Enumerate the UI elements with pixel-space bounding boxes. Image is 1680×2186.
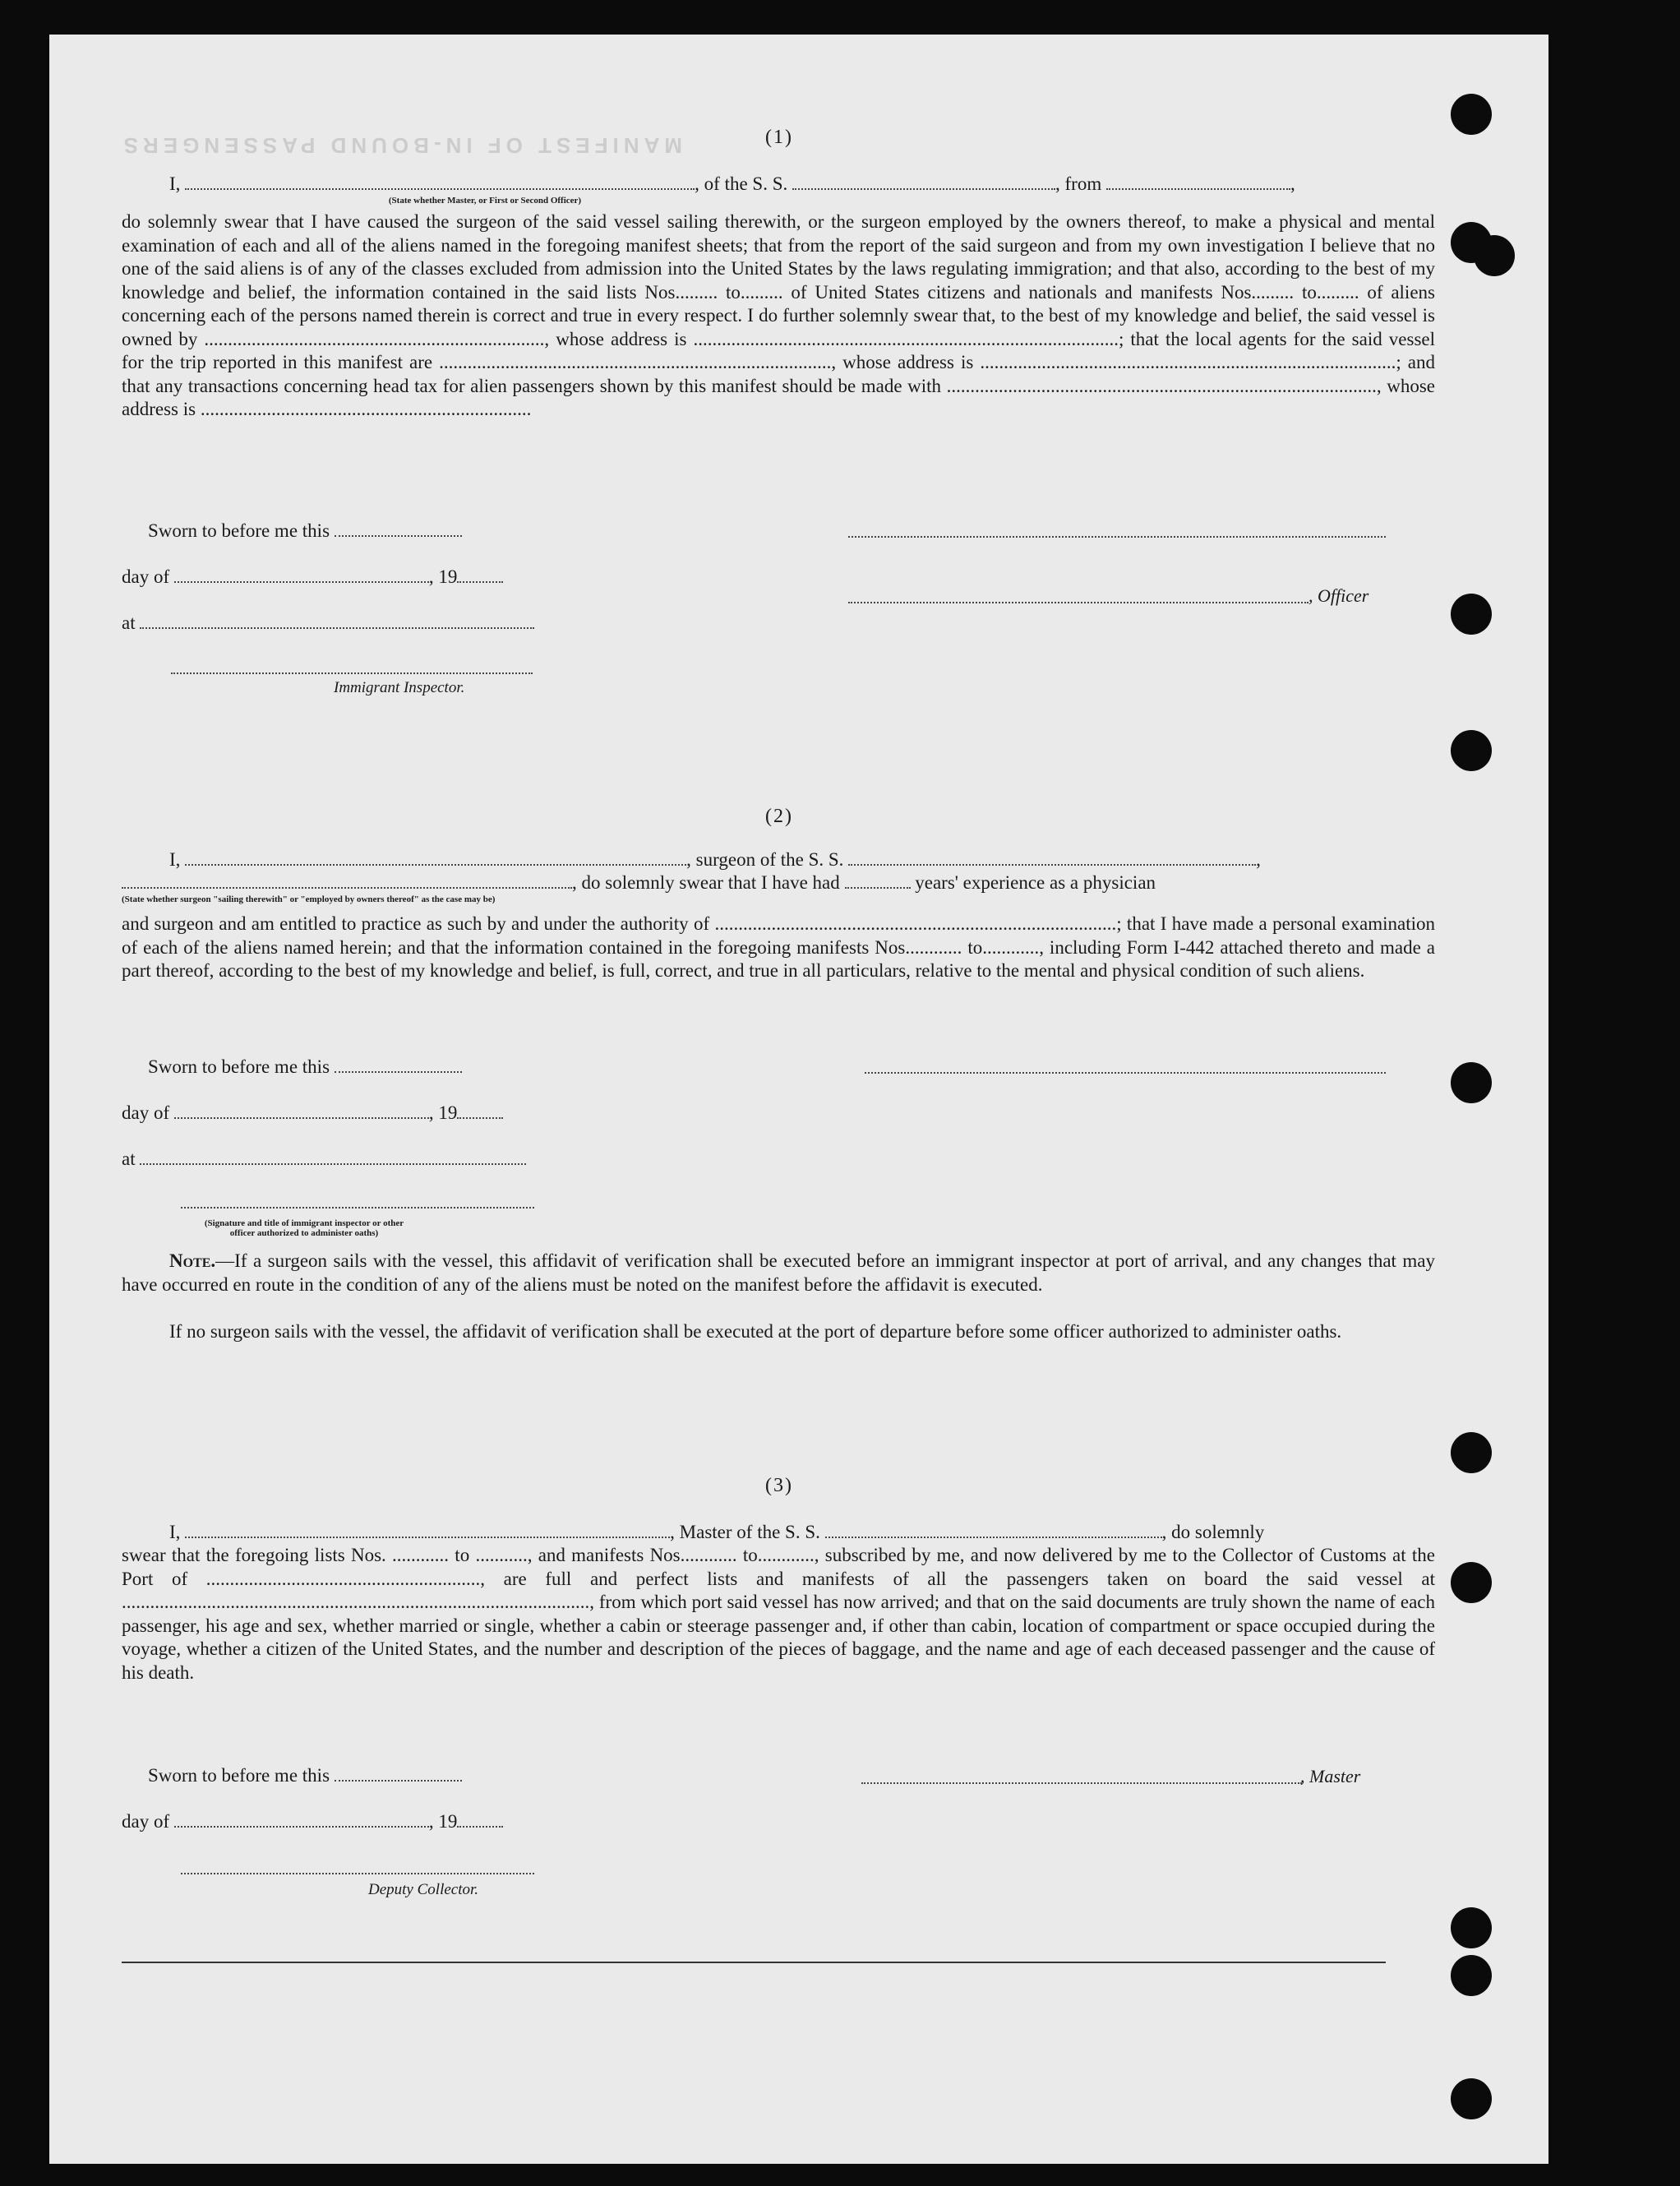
month-field[interactable]: [174, 1811, 429, 1828]
affidavit-body: do solemnly swear that I have caused the surgeon of the said vessel sailing therewith, or the surgeon employed by the owners thereof, to make a physical and mental examination of each and all of the aliens named in the foregoing manifest sheets; that from the report of the said surgeon and from my own investigation I believe that no one of the said aliens is of any of the classes excluded from admission into the United States by the laws regulating immigration; and that also, according to the best of my knowledge and belief, the information contained in the said lists Nos......... to......... of United States citizens and nationals and manifests Nos......... to......... of aliens concerning each of the persons named therein is correct and true in every respect. I do further solemnly swear that, to the best of my knowledge and belief, the said vessel is owned by ........................................................................, whose address is ..........................................................................................; that the local agents for the said vessel for the trip reported in this manifest are ..................................................................................., whose address is ........................................................................................; and that any transactions concerning head tax for alien passengers shown by this manifest should be made with ..........................................................................................., whose address is ......................................................................: [122, 211, 1435, 419]
month-field[interactable]: [174, 1102, 429, 1119]
day-of-label: day of: [122, 1811, 170, 1832]
punch-hole: [1451, 1907, 1492, 1948]
surgeon-name-field[interactable]: [185, 849, 686, 866]
punch-hole: [1451, 594, 1492, 635]
sworn-day-field[interactable]: [335, 520, 462, 537]
affidavit-line: [122, 1521, 1437, 1544]
day-line: [122, 1102, 503, 1125]
year-field[interactable]: [457, 1102, 503, 1119]
vessel-name-field[interactable]: [848, 849, 1256, 866]
note-label: Note.: [169, 1250, 216, 1271]
punch-hole: [1451, 94, 1492, 135]
year-label: , 19: [428, 1811, 458, 1832]
vessel-name-field[interactable]: [792, 173, 1055, 190]
punch-hole: [1474, 235, 1515, 276]
label-swear: , do solemnly swear that I have had: [572, 872, 840, 893]
punch-hole: [1451, 1955, 1492, 1996]
surgeon-signature-line[interactable]: [865, 1072, 1386, 1074]
affidavit-line: I, , of the S. S. , from ,: [169, 173, 1295, 194]
bottom-rule: [122, 1962, 1386, 1963]
note-paragraph: [122, 1250, 1435, 1296]
from-port-field[interactable]: [1106, 173, 1290, 190]
punch-hole: [1451, 1432, 1492, 1473]
label-i: I,: [169, 173, 181, 194]
sworn-label: Sworn to before me this: [148, 520, 330, 541]
at-label: at: [122, 1148, 136, 1169]
note-text: If no surgeon sails with the vessel, the affidavit of verification shall be executed at the port of departure before some officer authorized to administer oaths.: [169, 1321, 1342, 1342]
inspector-signature-line[interactable]: [171, 672, 533, 674]
at-line: [122, 1148, 526, 1171]
at-label: at: [122, 612, 136, 633]
sworn-line: [148, 1056, 462, 1079]
sworn-line: [148, 520, 462, 543]
note-text: —If a surgeon sails with the vessel, this affidavit of verification shall be executed before an immigrant inspector at port of arrival, and any changes that may have occurred en route in the condition of any of the aliens must be noted on the manifest before the affidavit is executed.: [122, 1250, 1435, 1295]
year-field[interactable]: [457, 1811, 503, 1828]
year-label: , 19: [428, 566, 458, 587]
affidavit-body: and surgeon and am entitled to practice as such by and under the authority of .....................................................................................; that I have made a personal examination of each of the aliens named herein; and that the information contained in the foregoing manifests Nos............ to............, including Form I-442 attached thereto and made a part thereof, according to the best of my knowledge and belief, is full, correct, and true in all particulars, relative to the mental and physical condition of such aliens.: [122, 913, 1435, 981]
label-from: , from: [1055, 173, 1102, 194]
sworn-label: Sworn to before me this: [148, 1765, 330, 1786]
master-name-field[interactable]: [185, 1522, 670, 1538]
master-label: , Master: [1300, 1766, 1361, 1786]
bleed-through-header: MANIFEST OF IN-BOUND PASSENGERS: [118, 133, 682, 158]
punch-hole: [1451, 1062, 1492, 1103]
section-number: (2): [765, 806, 793, 827]
day-line: [122, 566, 503, 589]
label-master-of: , Master of the S. S.: [670, 1522, 820, 1542]
inspector-label: Immigrant Inspector.: [334, 679, 465, 696]
year-field[interactable]: [457, 566, 503, 583]
label-of-ss: , of the S. S.: [695, 173, 788, 194]
section-number: (1): [765, 127, 793, 148]
label-surgeon-of: , surgeon of the S. S.: [686, 849, 844, 870]
inspector-signature-line[interactable]: [181, 1207, 534, 1209]
year-label: , 19: [428, 1102, 458, 1123]
affidavit-line: [122, 871, 1437, 894]
field-hint: (State whether surgeon "sailing therewith" or "employed by owners thereof" as the case may be): [122, 894, 496, 904]
label-years: years' experience as a physician: [915, 872, 1156, 893]
section-number: (3): [765, 1475, 793, 1496]
sworn-label: Sworn to before me this: [148, 1056, 330, 1077]
day-of-label: day of: [122, 1102, 170, 1123]
punch-hole: [1451, 730, 1492, 771]
document-page: [49, 35, 1548, 2164]
at-place-field[interactable]: [140, 1148, 526, 1165]
master-signature-line[interactable]: [861, 1782, 1302, 1784]
vessel-name-field[interactable]: [825, 1522, 1162, 1538]
label-i: I,: [169, 849, 181, 870]
sworn-day-field[interactable]: [335, 1765, 462, 1782]
label-swear: , do solemnly: [1161, 1522, 1265, 1542]
officer-rank-field[interactable]: [185, 173, 695, 190]
punch-hole: [1451, 1562, 1492, 1603]
note-paragraph: [122, 1320, 1435, 1344]
label-i: I,: [169, 1522, 181, 1542]
officer-signature-line[interactable]: [848, 536, 1386, 538]
officer-label: , Officer: [1308, 585, 1369, 606]
field-hint: (State whether Master, or First or Second Officer): [388, 196, 582, 206]
signature-hint: (Signature and title of immigrant inspector or other officer authorized to administer oaths): [204, 1218, 404, 1238]
collector-label: Deputy Collector.: [368, 1881, 479, 1898]
officer-signature-line[interactable]: [848, 602, 1308, 603]
sworn-line: [148, 1764, 462, 1787]
day-of-label: day of: [122, 566, 170, 587]
sworn-day-field[interactable]: [335, 1056, 462, 1073]
punch-hole: [1451, 2078, 1492, 2119]
collector-signature-line[interactable]: [181, 1873, 534, 1874]
surgeon-type-field[interactable]: [122, 872, 572, 889]
at-place-field[interactable]: [140, 612, 534, 629]
at-line: [122, 612, 534, 635]
years-field[interactable]: [845, 872, 911, 889]
day-line: [122, 1810, 503, 1833]
month-field[interactable]: [174, 566, 429, 583]
affidavit-body: swear that the foregoing lists Nos. ............ to ..........., and manifests Nos............ to............, subscribed by me, and now delivered by me to the Collector of Customs at the Port of .........................................................., are full and perfect lists and manifests of all the passengers taken on board the said vessel at ..................................................................................................., from which port said vessel has now arrived; and that on the said documents are truly shown the name of each passenger, his age and sex, whether married or single, whether a cabin or steerage passenger and, if other than cabin, location of compartment or space occupied during the voyage, whether a citizen of the United States, and the number and description of the pieces of baggage, and the name and age of each deceased passenger and the cause of his death.: [122, 1545, 1435, 1683]
affidavit-line: I, , surgeon of the S. S. ,: [169, 849, 1261, 870]
